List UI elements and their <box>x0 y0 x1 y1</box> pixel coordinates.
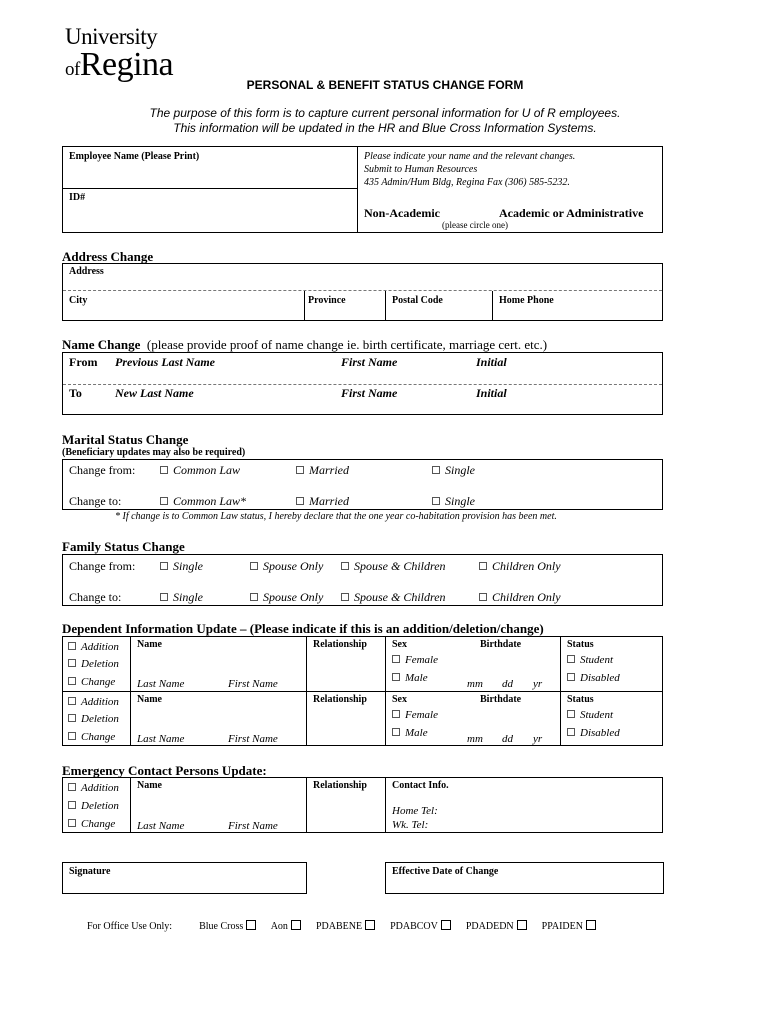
dependent2-status-label: Status <box>567 694 594 705</box>
non-academic-option[interactable]: Non-Academic <box>364 206 440 220</box>
dependent2-name-label: Name <box>137 694 162 705</box>
instructions: Please indicate your name and the relevant changes. Submit to Human Resources 435 Admin/Hum Bldg, Regina Fax (306) 585-5232. <box>364 151 576 188</box>
new-first-name-label: First Name <box>341 386 398 400</box>
previous-initial-label: Initial <box>476 355 507 369</box>
marital-to-married[interactable]: Married <box>296 494 349 509</box>
purpose-line-1: The purpose of this form is to capture current personal information for U of R employees. <box>149 106 621 120</box>
dependent1-first-name: First Name <box>228 678 278 690</box>
emergency-last-name: Last Name <box>137 820 185 832</box>
dependent2-deletion[interactable]: Deletion <box>68 713 119 725</box>
emergency-relationship-label: Relationship <box>313 780 367 791</box>
office-pdabcov[interactable]: PDABCOV <box>390 921 451 932</box>
checkbox-icon <box>365 920 375 930</box>
name-change-heading: Name Change (please provide proof of name change ie. birth certificate, marriage cert. etc.) <box>62 337 548 352</box>
dependent1-birthdate-label: Birthdate <box>480 639 522 650</box>
marital-heading: Marital Status Change <box>62 432 189 447</box>
family-to-children-only[interactable]: Children Only <box>479 590 561 605</box>
dependent2-birthdate-label: Birthdate <box>480 694 522 705</box>
previous-first-name-label: First Name <box>341 355 398 369</box>
id-label: ID# <box>69 192 86 203</box>
city-label: City <box>69 295 88 306</box>
dependent1-disabled[interactable]: Disabled <box>567 672 620 684</box>
dependent2-relationship-label: Relationship <box>313 694 367 705</box>
academic-option[interactable]: Academic or Administrative <box>499 206 644 220</box>
address-field[interactable] <box>115 266 655 288</box>
marital-sub: (Beneficiary updates may also be required) <box>62 447 246 458</box>
from-label: From <box>69 355 98 369</box>
office-pdabene[interactable]: PDABENE <box>316 921 375 932</box>
dependent1-last-name: Last Name <box>137 678 185 690</box>
dependent1-yr: yr <box>533 678 543 690</box>
employee-name-label: Employee Name (Please Print) <box>69 151 200 162</box>
address-label: Address <box>69 266 104 277</box>
dependent2-student[interactable]: Student <box>567 709 613 721</box>
marital-to-label: Change to: <box>69 494 122 508</box>
signature-label: Signature <box>69 866 111 877</box>
new-last-name-label: New Last Name <box>115 386 194 400</box>
dependent2-dd: dd <box>502 733 513 745</box>
emergency-deletion[interactable]: Deletion <box>68 800 119 812</box>
family-from-children-only[interactable]: Children Only <box>479 559 561 574</box>
dependent2-change[interactable]: Change <box>68 731 115 743</box>
checkbox-icon <box>296 466 304 474</box>
dependent2-mm: mm <box>467 733 483 745</box>
dependent1-relationship-label: Relationship <box>313 639 367 650</box>
dependent1-male[interactable]: Male <box>392 672 428 684</box>
circle-note: (please circle one) <box>442 220 508 230</box>
checkbox-icon <box>432 466 440 474</box>
checkbox-icon <box>246 920 256 930</box>
checkbox-icon <box>432 497 440 505</box>
emergency-change[interactable]: Change <box>68 818 115 830</box>
family-from-spouse-children[interactable]: Spouse & Children <box>341 559 446 574</box>
family-to-single[interactable]: Single <box>160 590 203 605</box>
purpose-line-2: This information will be updated in the HR and Blue Cross Information Systems. <box>173 121 597 135</box>
dependent1-student[interactable]: Student <box>567 654 613 666</box>
family-from-spouse-only[interactable]: Spouse Only <box>250 559 323 574</box>
emergency-heading: Emergency Contact Persons Update: <box>62 763 267 778</box>
emergency-home-tel: Home Tel: <box>392 805 438 817</box>
purpose-text <box>0 106 770 136</box>
dependent1-addition[interactable]: Addition <box>68 641 119 653</box>
postal-code-label: Postal Code <box>392 295 443 306</box>
logo-regina-text: Regina <box>79 46 174 83</box>
family-from-single[interactable]: Single <box>160 559 203 574</box>
form-title: PERSONAL & BENEFIT STATUS CHANGE FORM <box>246 78 524 92</box>
dependent2-yr: yr <box>533 733 543 745</box>
checkbox-icon <box>517 920 527 930</box>
emergency-wk-tel: Wk. Tel: <box>392 819 429 831</box>
dependent1-name-label: Name <box>137 639 162 650</box>
office-blue-cross[interactable]: Blue Cross <box>199 921 256 932</box>
dependent1-change[interactable]: Change <box>68 676 115 688</box>
logo-of: of <box>65 59 80 80</box>
effective-date-label: Effective Date of Change <box>392 866 499 877</box>
dependent2-male[interactable]: Male <box>392 727 428 739</box>
checkbox-icon <box>160 497 168 505</box>
family-to-spouse-children[interactable]: Spouse & Children <box>341 590 446 605</box>
home-phone-label: Home Phone <box>499 295 554 306</box>
dependent2-first-name: First Name <box>228 733 278 745</box>
emergency-first-name: First Name <box>228 820 278 832</box>
dependent1-dd: dd <box>502 678 513 690</box>
office-pdadedn[interactable]: PDADEDN <box>466 921 527 932</box>
marital-to-single[interactable]: Single <box>432 494 475 509</box>
marital-from-common-law[interactable]: Common Law <box>160 463 240 478</box>
marital-from-label: Change from: <box>69 463 136 477</box>
emergency-contact-label: Contact Info. <box>392 780 449 791</box>
office-use-label: For Office Use Only: <box>87 921 173 932</box>
dependent1-mm: mm <box>467 678 483 690</box>
dependent2-female[interactable]: Female <box>392 709 438 721</box>
checkbox-icon <box>586 920 596 930</box>
dependent1-deletion[interactable]: Deletion <box>68 658 119 670</box>
marital-from-married[interactable]: Married <box>296 463 349 478</box>
id-field[interactable] <box>68 204 352 230</box>
marital-box <box>62 459 663 510</box>
emergency-name-label: Name <box>137 780 162 791</box>
checkbox-icon <box>441 920 451 930</box>
checkbox-icon <box>291 920 301 930</box>
dependent-heading: Dependent Information Update – (Please indicate if this is an addition/deletion/change) <box>62 621 544 636</box>
dependent2-disabled[interactable]: Disabled <box>567 727 620 739</box>
marital-from-single[interactable]: Single <box>432 463 475 478</box>
new-initial-label: Initial <box>476 386 507 400</box>
dependent2-sex-label: Sex <box>392 694 407 705</box>
province-label: Province <box>308 295 346 306</box>
checkbox-icon <box>296 497 304 505</box>
address-heading: Address Change <box>62 249 154 264</box>
dependent1-status-label: Status <box>567 639 594 650</box>
emergency-addition[interactable]: Addition <box>68 782 119 794</box>
marital-to-common-law[interactable]: Common Law* <box>160 494 246 509</box>
family-to-label: Change to: <box>69 590 122 604</box>
common-law-footnote: * If change is to Common Law status, I hereby declare that the one year co-habitation provision has been met. <box>115 511 557 522</box>
office-aon[interactable]: Aon <box>271 921 301 932</box>
family-to-spouse-only[interactable]: Spouse Only <box>250 590 323 605</box>
family-heading: Family Status Change <box>62 539 185 554</box>
previous-last-name-label: Previous Last Name <box>115 355 215 369</box>
dependent1-female[interactable]: Female <box>392 654 438 666</box>
office-ppaiden[interactable]: PPAIDEN <box>542 921 596 932</box>
employee-name-field[interactable] <box>68 162 352 186</box>
checkbox-icon <box>160 466 168 474</box>
office-use-row <box>87 920 596 932</box>
dependent2-addition[interactable]: Addition <box>68 696 119 708</box>
family-from-label: Change from: <box>69 559 136 573</box>
logo-university: University <box>65 24 158 49</box>
dependent2-last-name: Last Name <box>137 733 185 745</box>
dependent1-sex-label: Sex <box>392 639 407 650</box>
to-label: To <box>69 386 82 400</box>
